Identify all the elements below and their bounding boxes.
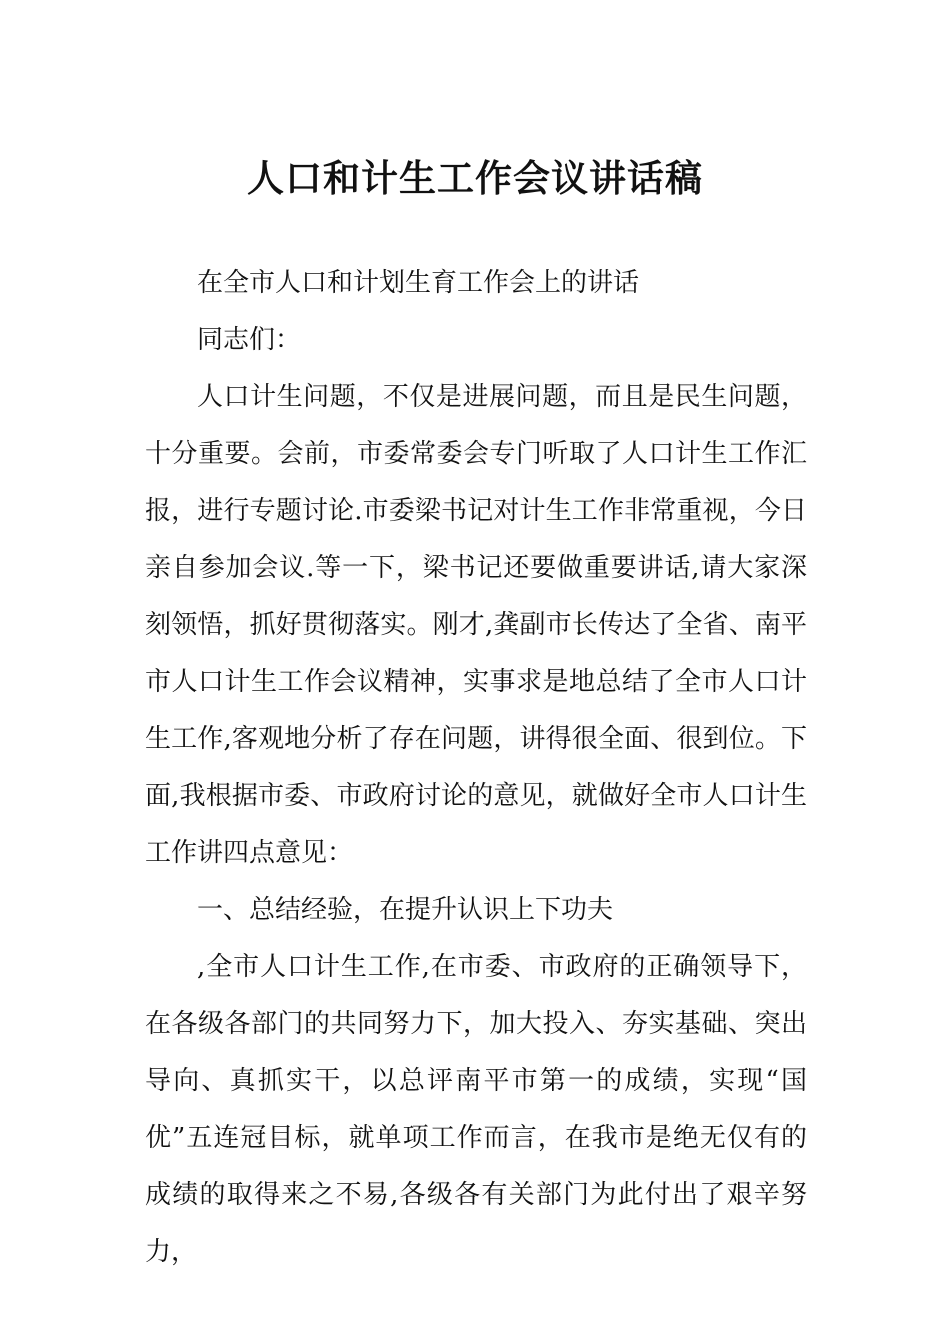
body-paragraph: ,全市人口计生工作,在市委、市政府的正确领导下，在各级各部门的共同努力下，加大投入、夯实基础、突出导向、真抓实干，以总评南平市第一的成绩，实现“国优”五连冠目标，就单项工作而言，在我市是绝无仅有的成绩的取得来之不易,各级各有关部门为此付出了艰辛努力， (145, 952, 807, 1267)
document-body (145, 255, 807, 1281)
speech-heading: 在全市人口和计划生育工作会上的讲话 (197, 268, 640, 298)
salutation: 同志们： (197, 325, 302, 355)
section-heading: 一、总结经验，在提升认识上下功夫 (197, 895, 614, 925)
body-paragraph: 人口计生问题，不仅是进展问题，而且是民生问题，十分重要。会前，市委常委会专门听取了人口计生工作汇报，进行专题讨论.市委梁书记对计生工作非常重视，今日亲自参加会议.等一下，梁书记还要做重要讲话,请大家深刻领悟，抓好贯彻落实。刚才,龚副市长传达了全省、南平市人口计生工作会议精神，实事求是地总结了全市人口计生工作,客观地分析了存在问题，讲得很全面、很到位。下面,我根据市委、市政府讨论的意见，就做好全市人口计生工作讲四点意见： (145, 382, 807, 868)
document-title: 人口和计生工作会议讲话稿 (247, 156, 703, 200)
